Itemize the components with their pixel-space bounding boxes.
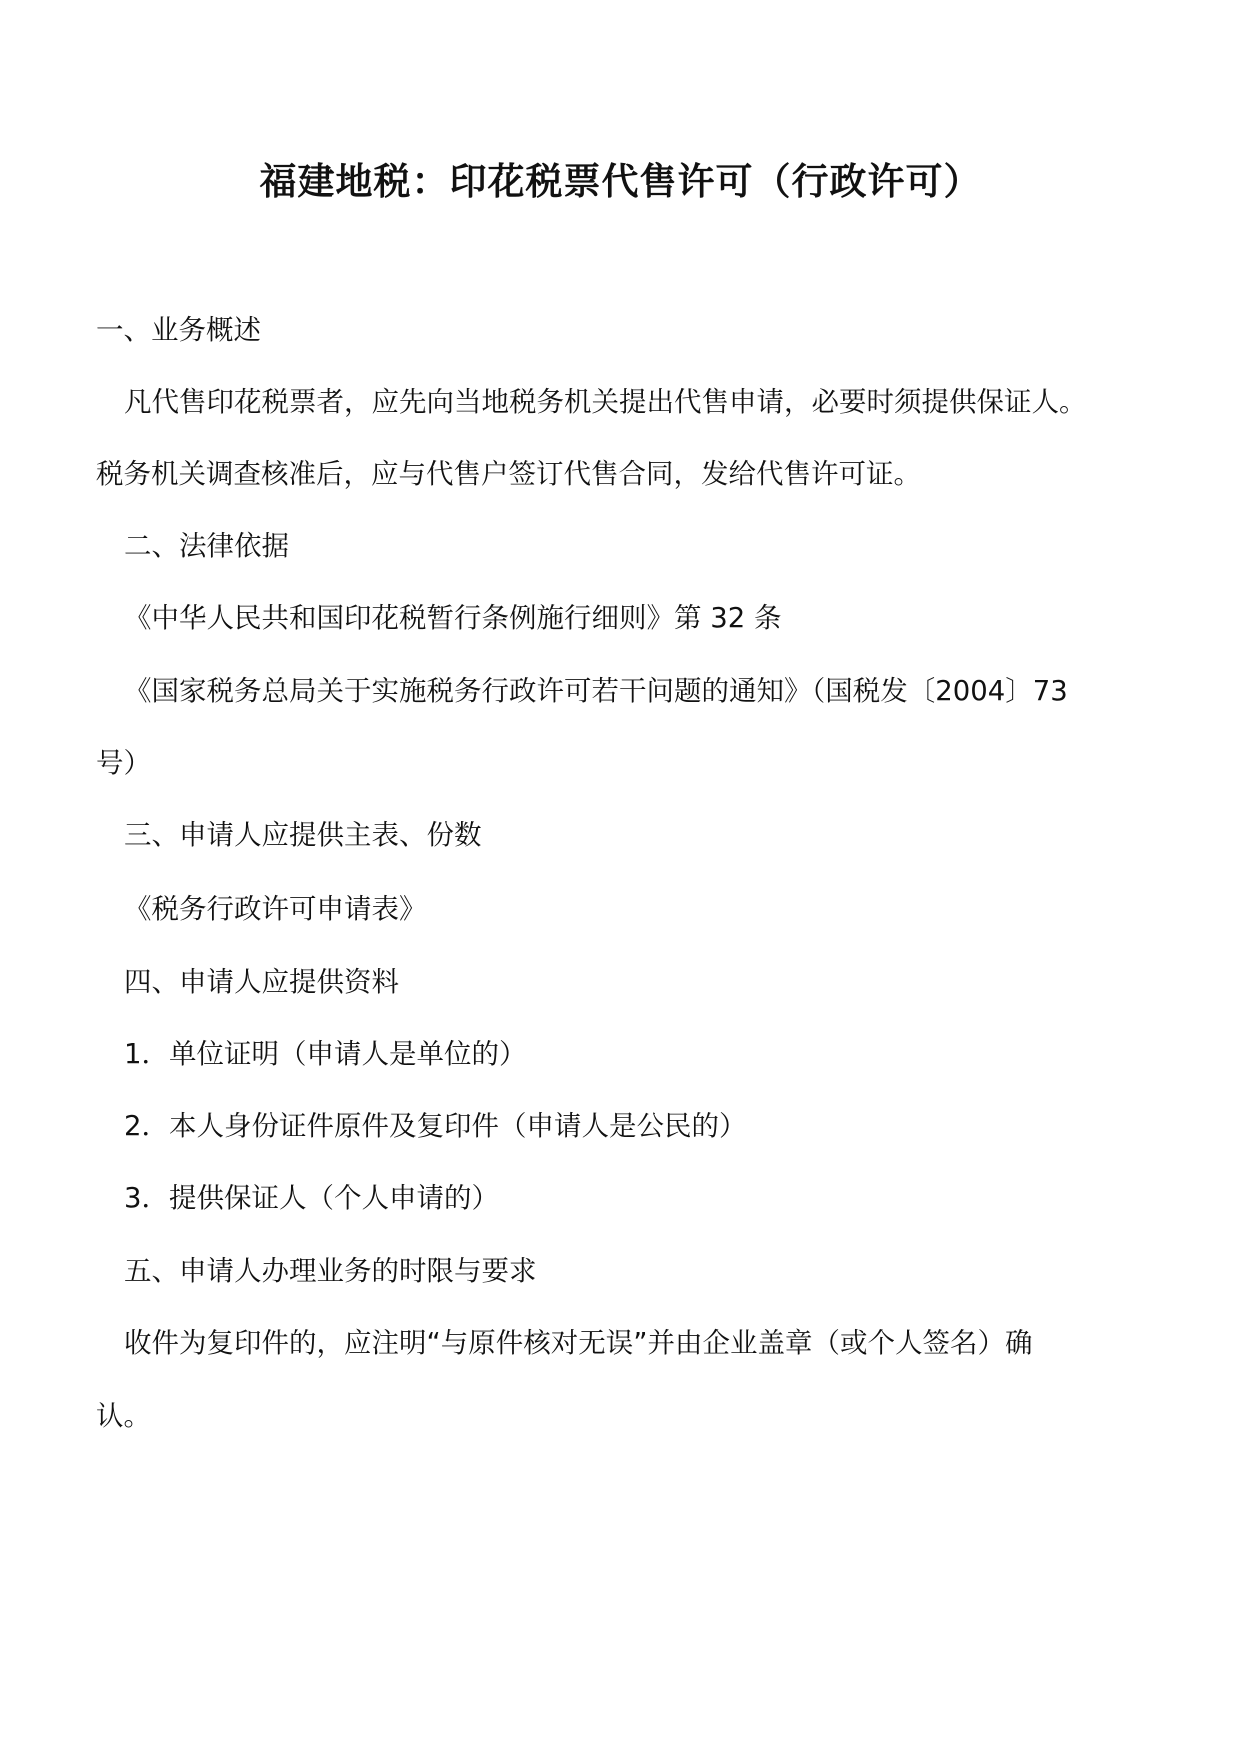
legal-reference: 《国家税务总局关于实施税务行政许可若干问题的通知》（国税发〔2004〕73 — [124, 675, 1068, 707]
legal-reference: 《中华人民共和国印花税暂行条例施行细则》第 32 条 — [124, 602, 782, 634]
section-heading-materials: 四、申请人应提供资料 — [124, 966, 399, 998]
section-heading-legal-basis: 二、法律依据 — [124, 530, 289, 562]
section-heading-overview: 一、业务概述 — [96, 314, 261, 346]
section-heading-forms: 三、申请人应提供主表、份数 — [124, 819, 482, 851]
document-title: 福建地税：印花税票代售许可（行政许可） — [259, 160, 982, 203]
list-item: 3．提供保证人（个人申请的） — [124, 1182, 499, 1214]
paragraph-line: 税务机关调查核准后，应与代售户签订代售合同，发给代售许可证。 — [96, 458, 921, 490]
paragraph-line: 收件为复印件的，应注明“与原件核对无误”并由企业盖章（或个人签名）确 — [124, 1327, 1033, 1359]
paragraph-line: 认。 — [96, 1400, 151, 1432]
list-item: 1．单位证明（申请人是单位的） — [124, 1038, 527, 1070]
list-item: 2．本人身份证件原件及复印件（申请人是公民的） — [124, 1110, 747, 1142]
paragraph-line: 凡代售印花税票者，应先向当地税务机关提出代售申请，必要时须提供保证人。 — [124, 386, 1087, 418]
form-name: 《税务行政许可申请表》 — [124, 893, 427, 925]
section-heading-time-limits: 五、申请人办理业务的时限与要求 — [124, 1255, 537, 1287]
legal-reference-continuation: 号） — [96, 747, 151, 779]
